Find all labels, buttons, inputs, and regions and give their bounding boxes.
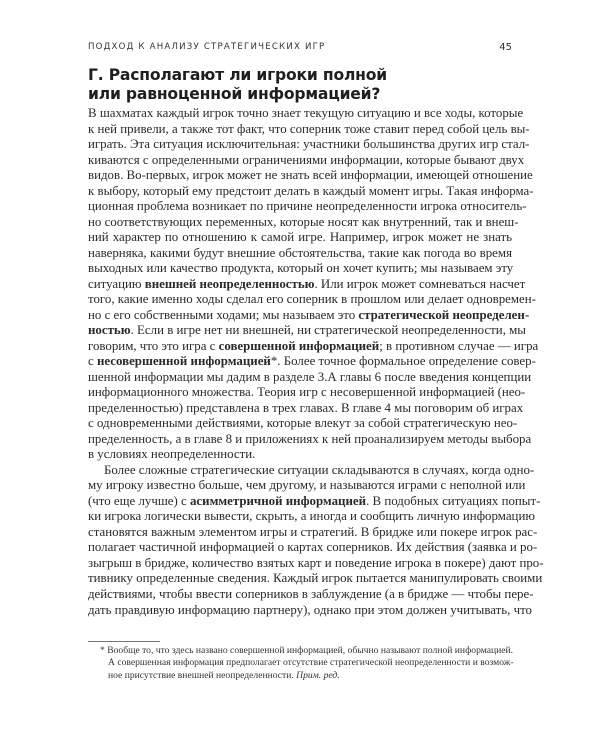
bold-term: ностью xyxy=(88,323,131,338)
footnote-line xyxy=(100,657,512,669)
text-line xyxy=(88,246,512,262)
text-segment: ний характер по отношению к самой игре. Например, игрок может не знать xyxy=(88,230,512,245)
text-segment: того, какие именно ходы сделал его соперник в прошлом или делает одновремен- xyxy=(88,292,536,307)
text-segment: ситуацию xyxy=(88,276,145,291)
text-segment: в условиях неопределенности. xyxy=(88,447,256,462)
running-header-title: ПОДХОД К АНАЛИЗУ СТРАТЕГИЧЕСКИХ ИГР xyxy=(88,42,326,52)
text-segment: шенной информации мы дадим в разделе 3.А главы 6 после введения концепции xyxy=(88,369,532,384)
text-segment: (что еще лучше) с xyxy=(88,493,190,508)
text-line xyxy=(88,261,512,277)
text-segment: В шахматах каждый игрок точно знает текущую ситуацию и все ходы, которые xyxy=(88,106,524,120)
bold-term: асимметричной информацией xyxy=(189,493,367,508)
text-line xyxy=(88,540,538,556)
text-segment: пределенность, а в главе 8 и приложениях к ней проанализируем методы выбора xyxy=(88,431,532,446)
footnote-line xyxy=(100,645,512,657)
text-segment: тивнику определенные сведения. Каждый игрок пытается манипулировать своими xyxy=(88,571,543,586)
text-segment: . В подобных ситуациях попыт- xyxy=(366,493,541,508)
text-line xyxy=(88,199,527,215)
text-segment: выходных или качество продукта, который он хочет купить; мы называем эту xyxy=(88,261,514,276)
text-segment: действиями, чтобы ввести соперников в заблуждение (а в бридже — чтобы пере- xyxy=(88,586,534,601)
text-line xyxy=(88,354,536,370)
bold-term: внешней неопределенностью xyxy=(144,276,315,291)
text-segment: *. Более точное формальное определение совер- xyxy=(270,354,536,369)
text-segment: ; в противном случае — игра xyxy=(379,338,539,353)
text-segment: к выбору, который ему предстоит делать в каждый момент игры. Такая информа- xyxy=(88,183,534,198)
text-line xyxy=(88,493,541,510)
text-line xyxy=(88,230,512,246)
bold-term: несовершенной информацией xyxy=(96,354,271,369)
text-segment: информационного множества. Теория игр с несовершенной информацией (нео- xyxy=(88,385,526,400)
text-line xyxy=(88,509,535,525)
footnote-divider xyxy=(88,641,160,642)
text-line xyxy=(88,431,532,448)
text-segment: . Или игрок может сомневаться насчет xyxy=(314,276,526,291)
text-segment: полагает частичной информацией о картах соперников. Их действия (заявка и ро- xyxy=(88,540,538,555)
footnote-line xyxy=(100,670,512,682)
bold-term: совершенной информацией xyxy=(218,338,380,353)
text-segment: говорим, что это игра с xyxy=(88,338,219,353)
bold-term: стратегической неопределен- xyxy=(358,307,530,322)
text-segment: видов. Во-первых, игрок может не знать всей информации, имеющей отношение xyxy=(88,168,533,183)
page-number: 45 xyxy=(499,42,512,53)
text-segment: ционная проблема возникает по причине неопределенности игрока относитель- xyxy=(88,199,527,214)
text-line xyxy=(88,323,526,339)
text-line xyxy=(88,447,512,463)
text-segment: * Вообще то, что здесь названо совершенной информацией, обычно называют полной информацией. xyxy=(100,645,514,656)
text-line xyxy=(88,106,524,122)
text-segment: му игроку известно больше, чем другому, и называются играми с неполной или xyxy=(88,478,526,493)
text-line xyxy=(88,369,532,386)
text-line xyxy=(88,586,534,603)
text-segment: . Если в игре нет ни внешней, ни стратегической неопределенности, мы xyxy=(130,323,526,338)
text-line xyxy=(88,571,543,587)
running-header xyxy=(88,42,512,52)
text-segment: дать правдивую информацию партнеру), однако при этом должен учитывать, что xyxy=(88,602,532,617)
footnote xyxy=(100,645,512,682)
text-line xyxy=(88,307,530,324)
text-segment: с xyxy=(88,354,97,369)
text-line xyxy=(88,137,530,153)
text-segment: к ней привели, а также тот факт, что соперник тоже ставит перед собой цель вы- xyxy=(88,121,530,136)
text-segment: Более сложные стратегические ситуации складываются в случаях, когда одно- xyxy=(104,462,535,477)
text-line xyxy=(88,183,534,200)
text-line xyxy=(88,416,518,432)
text-line xyxy=(88,168,533,184)
italic-note: Прим. ред. xyxy=(296,669,340,681)
text-line xyxy=(88,292,536,308)
section-heading xyxy=(88,66,518,104)
text-segment: киваются с определенными ограничениями информации, которые бывают двух xyxy=(88,152,525,167)
text-segment: с одновременными действиями, которые влекут за собой стратегическую нео- xyxy=(88,416,518,431)
text-segment: становятся важным элементом игры и стратегий. В бридже или покере игрок рас- xyxy=(88,524,538,539)
text-segment: ное присутствие внешней неопределенности. xyxy=(108,669,297,681)
text-line xyxy=(88,338,539,355)
text-line xyxy=(88,478,526,494)
text-line xyxy=(88,400,524,417)
text-segment: но с его собственными ходами; мы называем это xyxy=(88,307,359,322)
text-line xyxy=(88,462,535,479)
text-line xyxy=(88,276,526,293)
text-segment: играть. Эта ситуация исключительная: участники большинства других игр стал- xyxy=(88,137,530,152)
text-line xyxy=(88,555,544,572)
section-heading-line: или равноценной информацией? xyxy=(88,85,381,103)
text-line xyxy=(88,121,530,138)
body-text xyxy=(88,106,544,618)
text-segment: но соответствующих переменных, которые носят как внутренний, так и внеш- xyxy=(88,214,519,229)
text-line xyxy=(88,152,525,169)
text-line xyxy=(88,524,538,541)
text-line xyxy=(88,385,526,401)
text-line xyxy=(88,214,519,231)
text-segment: А совершенная информация предполагает отсутствие стратегической неопределенности и возмож- xyxy=(108,657,514,669)
section-heading-line: Г. Располагают ли игроки полной xyxy=(88,66,387,84)
text-segment: ки игрока логически вывести, скрыть, а иногда и сообщить личную информацию xyxy=(88,509,535,524)
text-segment: зыгрыш в бридже, количество взятых карт и поведение игрока в покере) дают про- xyxy=(88,555,544,570)
text-line xyxy=(88,602,532,619)
text-segment: наверняка, какими будут внешние обстоятельства, такие как погода во время xyxy=(88,245,512,260)
text-segment: пределенностью) представлена в трех главах. В главе 4 мы поговорим об играх xyxy=(88,400,524,415)
